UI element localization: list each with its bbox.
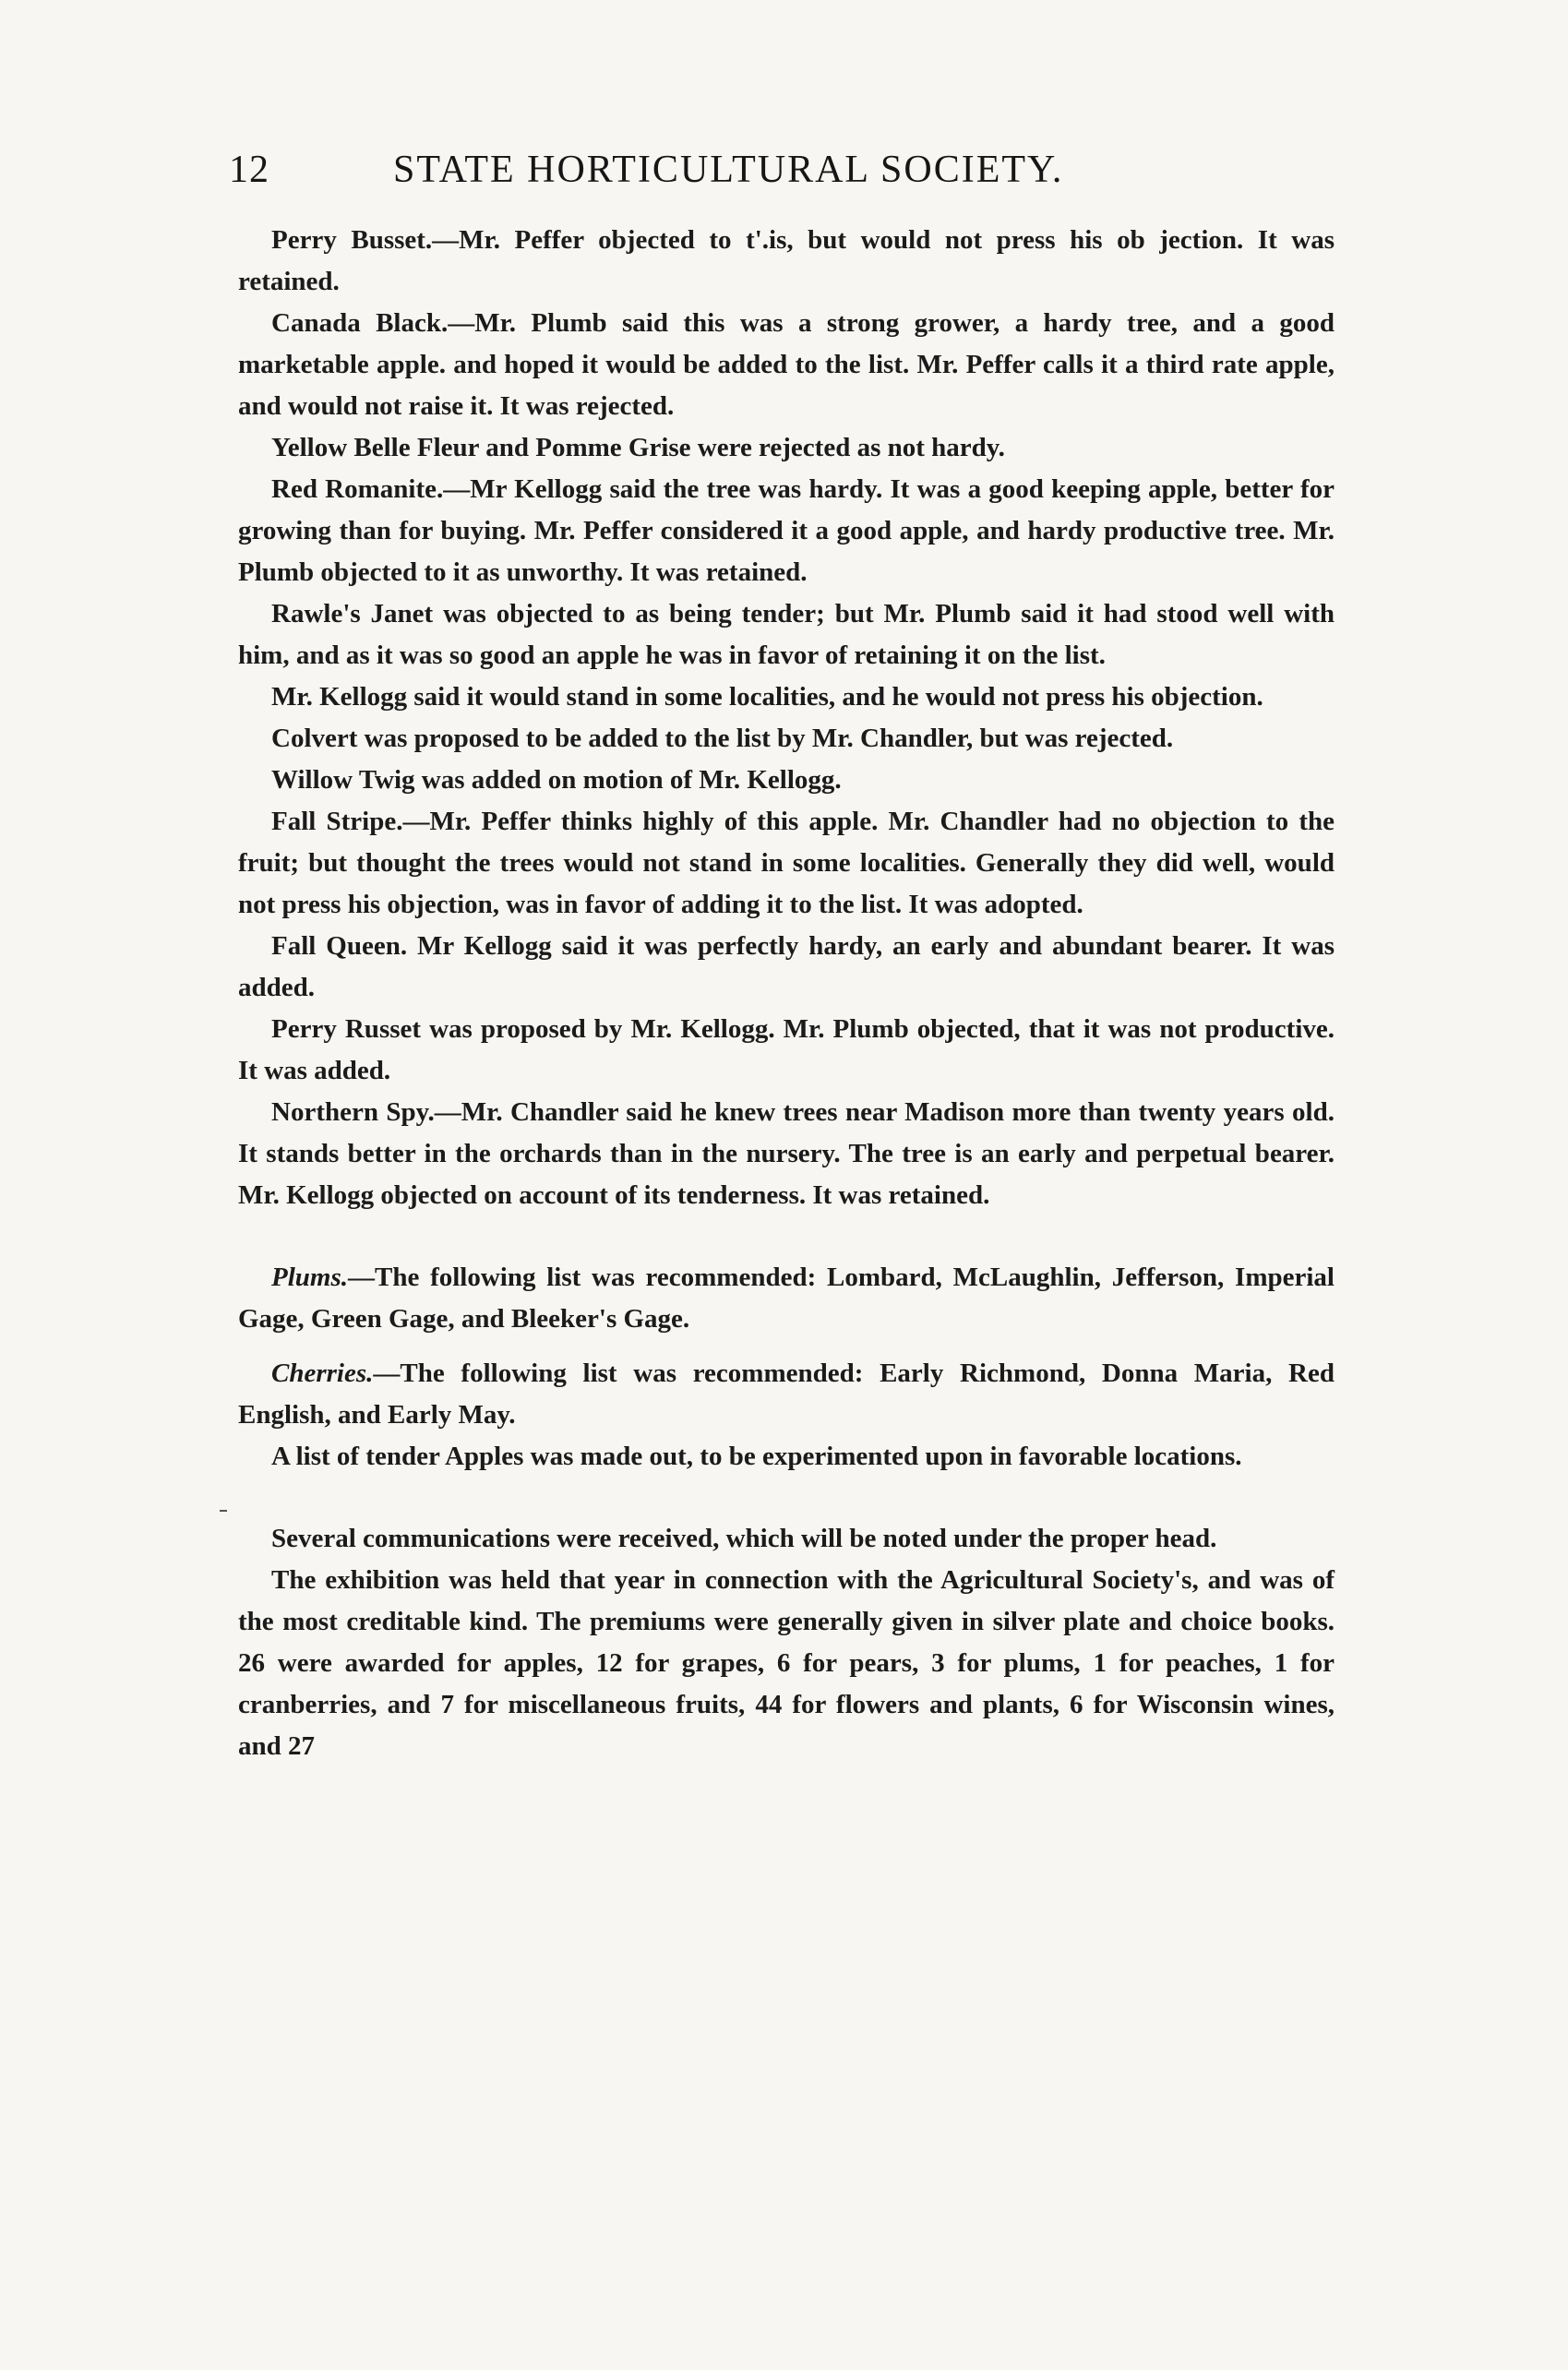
margin-mark — [220, 1510, 227, 1512]
paragraph-fall-queen: Fall Queen. Mr Kellogg said it was perfectly hardy, an early and abundant bearer. It was added. — [238, 931, 1335, 1002]
paragraph-red-romanite: Red Romanite.—Mr Kellogg said the tree was hardy. It was a good keeping apple, better for growing than for buying. Mr. Peffer considered it a good apple, and hardy productive tree. Mr. Plumb objected to it as unworthy. It was retained. — [238, 474, 1335, 587]
page-number: 12 — [229, 149, 269, 191]
body-text — [238, 220, 1335, 1767]
paragraph-willow-twig: Willow Twig was added on motion of Mr. Kellogg. — [271, 765, 842, 795]
paragraph-cherries — [238, 1353, 1335, 1436]
cherries-label: Cherries. — [271, 1359, 374, 1388]
paragraph-kellogg-localities: Mr. Kellogg said it would stand in some localities, and he would not press his objection. — [271, 682, 1263, 712]
cherries-text: —The following list was recommended: Early Richmond, Donna Maria, Red English, and Early May. — [238, 1359, 1335, 1430]
paragraph-plums — [238, 1257, 1335, 1340]
section-gap — [238, 1340, 1335, 1353]
plums-label: Plums. — [271, 1263, 348, 1292]
running-title: STATE HORTICULTURAL SOCIETY. — [393, 149, 1064, 191]
paragraph-northern-spy: Northern Spy.—Mr. Chandler said he knew trees near Madison more than twenty years old. It stands better in the orchards than in the nursery. The tree is an early and perpetual bearer. Mr. Kellogg objected on account of its tenderness. It was retained. — [238, 1097, 1335, 1210]
paragraph-perry-busset: Perry Busset.—Mr. Peffer objected to t'.is, but would not press his ob jection. It was retained. — [238, 225, 1335, 296]
section-gap — [238, 1216, 1335, 1257]
paragraph-colvert: Colvert was proposed to be added to the list by Mr. Chandler, but was rejected. — [271, 724, 1174, 753]
paragraph-canada-black: Canada Black.—Mr. Plumb said this was a strong grower, a hardy tree, and a good marketable apple. and hoped it would be added to the list. Mr. Peffer calls it a third rate apple, and would not raise it. It was rejected. — [238, 308, 1335, 421]
paragraph-fall-stripe: Fall Stripe.—Mr. Peffer thinks highly of this apple. Mr. Chandler had no objection to the fruit; but thought the trees would not stand in some localities. Generally they did well, would not press his objection, was in favor of adding it to the list. It was adopted. — [238, 807, 1335, 919]
plums-text: —The following list was recommended: Lombard, McLaughlin, Jefferson, Imperial Gage, Green Gage, and Bleeker's Gage. — [238, 1263, 1335, 1334]
paragraph-rawles-janet: Rawle's Janet was objected to as being tender; but Mr. Plumb said it had stood well with him, and as it was so good an apple he was in favor of retaining it on the list. — [238, 599, 1335, 670]
paragraph-perry-russet: Perry Russet was proposed by Mr. Kellogg. Mr. Plumb objected, that it was not productive. It was added. — [238, 1014, 1335, 1085]
section-gap — [238, 1478, 1335, 1518]
page-header — [229, 148, 1336, 203]
paragraph-tender-apples: A list of tender Apples was made out, to be experimented upon in favorable locations. — [271, 1442, 1242, 1471]
paragraph-exhibition: The exhibition was held that year in connection with the Agricultural Society's, and was of the most creditable kind. The premiums were generally given in silver plate and choice books. 26 were awarded for apples, 12 for grapes, 6 for pears, 3 for plums, 1 for peaches, 1 for cranberries, and 7 for miscellaneous fruits, 44 for flowers and plants, 6 for Wisconsin wines, and 27 — [238, 1565, 1335, 1761]
paragraph-communications: Several communications were received, which will be noted under the proper head. — [271, 1524, 1217, 1553]
paragraph-yellow-belle-fleur: Yellow Belle Fleur and Pomme Grise were rejected as not hardy. — [271, 433, 1005, 462]
